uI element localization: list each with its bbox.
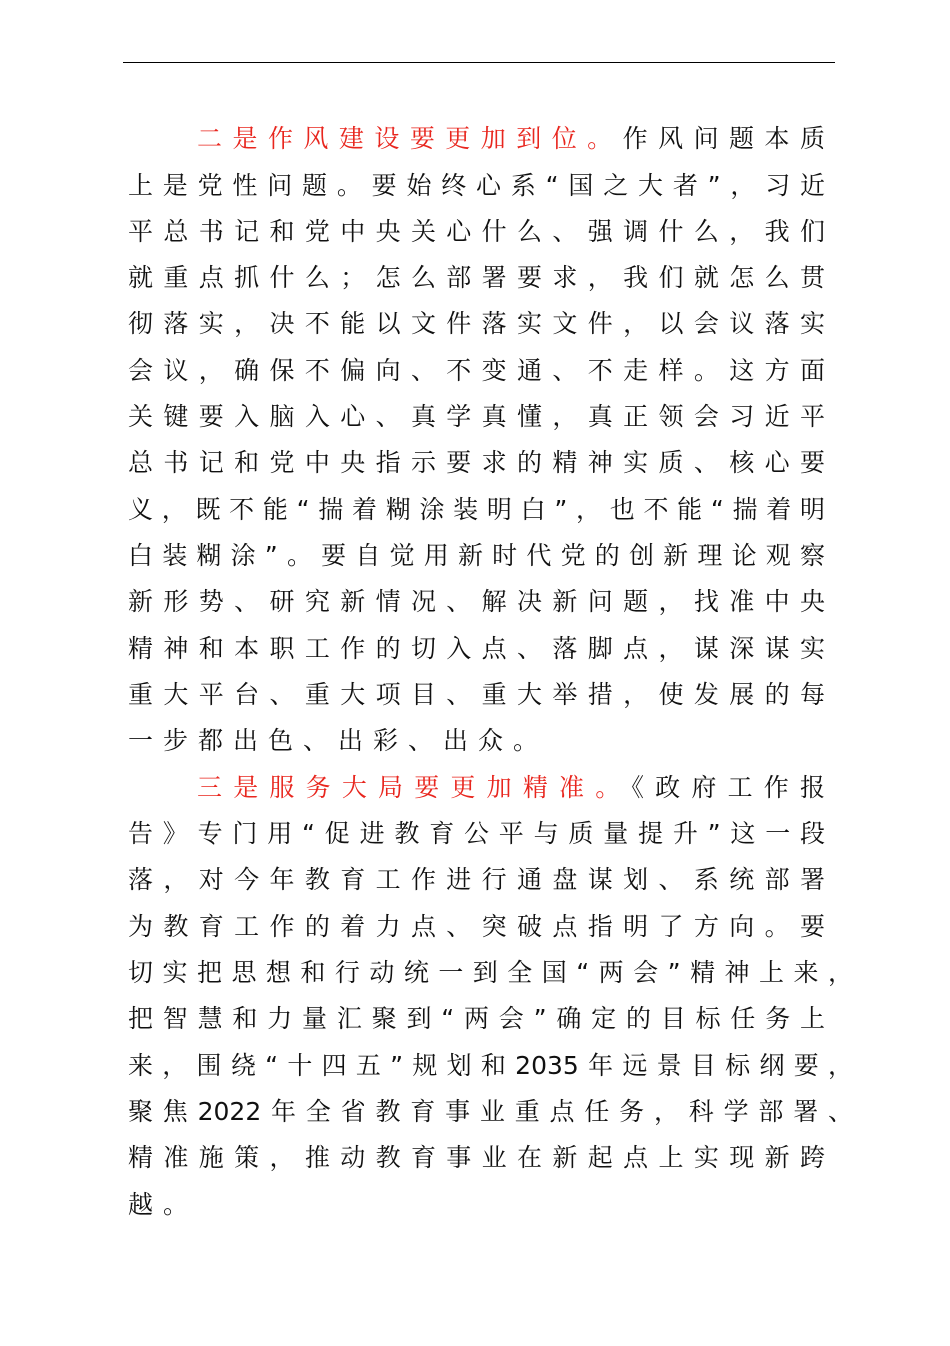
paragraph-1-line-14: 一步都出色、出彩、出众。	[128, 726, 549, 755]
paragraph-1-line-4: 就重点抓什么；怎么部署要求，我们就怎么贯	[128, 263, 825, 292]
paragraph-2-line-7: 来，围绕“十四五”规划和2035年远景目标纲要，	[128, 1051, 853, 1080]
paragraph-1-line-12: 精神和本职工作的切入点、落脚点，谋深谋实	[128, 634, 825, 663]
paragraph-2-text: 《政府工作报	[631, 773, 825, 802]
paragraph-2-heading: 三是服务大局要更加精准。	[197, 773, 632, 802]
paragraph-1-line-1	[197, 117, 825, 161]
paragraph-2-line-4: 为教育工作的着力点、突破点指明了方向。要	[128, 912, 825, 941]
paragraph-1-line-8: 总书记和党中央指示要求的精神实质、核心要	[128, 448, 825, 477]
paragraph-2-line-3: 落，对今年教育工作进行通盘谋划、系统部署	[128, 865, 825, 894]
paragraph-2-line-10: 越。	[128, 1190, 199, 1219]
paragraph-2-line-8: 聚焦2022年全省教育事业重点任务，科学部署、	[128, 1097, 853, 1126]
paragraph-1-line-5: 彻落实，决不能以文件落实文件，以会议落实	[128, 309, 825, 338]
paragraph-1-line-10: 白装糊涂”。要自觉用新时代党的创新理论观察	[128, 541, 825, 570]
paragraph-1-line-7: 关键要入脑入心、真学真懂，真正领会习近平	[128, 402, 825, 431]
paragraph-1-line-11: 新形势、研究新情况、解决新问题，找准中央	[128, 587, 825, 616]
paragraph-1-line-6: 会议，确保不偏向、不变通、不走样。这方面	[128, 356, 825, 385]
paragraph-1-line-9: 义，既不能“揣着糊涂装明白”，也不能“揣着明	[128, 495, 825, 524]
paragraph-2-line-6: 把智慧和力量汇聚到“两会”确定的目标任务上	[128, 1004, 825, 1033]
paragraph-2-line-5: 切实把思想和行动统一到全国“两会”精神上来，	[128, 958, 853, 987]
paragraph-1-line-3: 平总书记和党中央关心什么、强调什么，我们	[128, 217, 825, 246]
paragraph-2-line-2: 告》专门用“促进教育公平与质量提升”这一段	[128, 819, 825, 848]
paragraph-2-line-9: 精准施策，推动教育事业在新起点上实现新跨	[128, 1143, 825, 1172]
paragraph-1-line-13: 重大平台、重大项目、重大举措，使发展的每	[128, 680, 825, 709]
paragraph-1-line-2: 上是党性问题。要始终心系“国之大者”，习近	[128, 171, 825, 200]
paragraph-1-text: 作风问题本质	[622, 124, 825, 153]
paragraph-2-line-1	[197, 766, 825, 810]
paragraph-1-heading: 二是作风建设要更加到位。	[197, 124, 623, 153]
